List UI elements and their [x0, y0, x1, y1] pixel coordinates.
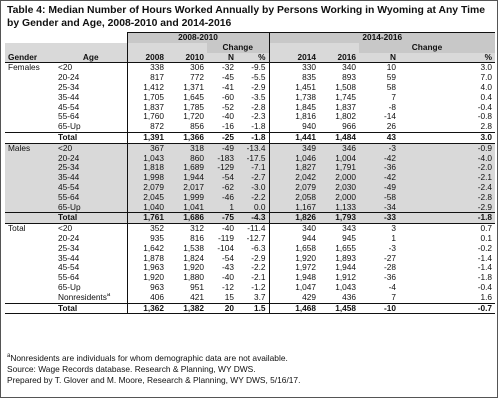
change-n-2014-2016: -14: [384, 112, 396, 122]
age-cell: Total: [55, 132, 127, 143]
change-pct-2014-2016: 7.0: [480, 73, 492, 83]
value-2010: 306: [190, 62, 204, 73]
footnote: $^a$Nonresidents are individuals for whom demographic data are not available.: [7, 353, 288, 363]
value-2008: 817: [127, 73, 167, 83]
value-2016: 2,000: [319, 193, 359, 203]
value-2016: 1,745: [335, 92, 356, 102]
total-row: [5, 132, 495, 143]
value-2014: 2,058: [269, 193, 319, 203]
age-cell: Total: [55, 213, 127, 224]
value-2010: 772: [190, 73, 204, 83]
value-2014: 1,658: [269, 244, 319, 254]
change-pct-2014-2016: 0.1: [480, 233, 492, 243]
value-2014: 1,046: [269, 154, 319, 164]
prepared-by-note: Prepared by T. Glover and M. Moore, Research & Planning, WY DWS, 5/16/17.: [7, 375, 301, 385]
value-2016: 1,508: [335, 82, 356, 92]
value-2010: 1,645: [183, 92, 204, 102]
value-2014: 1,441: [269, 132, 319, 143]
change-pct-2014-2016: -0.8: [477, 112, 492, 122]
change-n-header: N: [359, 53, 399, 63]
change-n-2008-2010: -43: [222, 263, 234, 273]
value-2016: 966: [342, 122, 356, 132]
age-cell: 45-54: [58, 263, 80, 273]
change-pct-2014-2016: -1.4: [477, 253, 492, 263]
value-2016: 1,043: [335, 282, 356, 292]
value-2010: 1,999: [167, 193, 207, 203]
change-n-2008-2010: -75: [207, 213, 237, 224]
change-pct-2014-2016: 3.0: [480, 62, 492, 73]
change-pct-2008-2010: -2.9: [251, 82, 266, 92]
change-n-2008-2010: -49: [207, 143, 237, 153]
change-n-2014-2016: -3: [359, 143, 399, 153]
change-pct-2008-2010: -2.7: [237, 173, 269, 183]
value-2014: 1,451: [269, 83, 319, 93]
change-n-2014-2016: -34: [359, 203, 399, 213]
change-n-2014-2016: -42: [359, 154, 399, 164]
age-cell: Total: [55, 303, 127, 314]
value-2008: 963: [127, 283, 167, 293]
change-pct-header: %: [237, 53, 269, 63]
change-pct-2008-2010: -5.5: [251, 73, 266, 83]
table-row: [5, 83, 495, 93]
value-2008: 1,705: [127, 93, 167, 103]
change-n-2008-2010: -12: [222, 282, 234, 292]
change-n-2014-2016: 1: [391, 233, 396, 243]
age-cell: 65-Up: [58, 282, 81, 292]
table-row: [5, 103, 495, 113]
change-n-header: N: [207, 53, 237, 63]
table-row: [5, 112, 495, 122]
gender-header: Gender: [5, 53, 55, 63]
value-2016: 340: [342, 62, 356, 73]
age-cell: 25-34: [58, 243, 80, 253]
table-row: [5, 143, 495, 153]
value-2016: 343: [342, 223, 356, 234]
change-n-2008-2010: -32: [222, 62, 234, 73]
change-pct-2008-2010: -9.5: [251, 62, 266, 73]
age-cell: 65-Up: [55, 203, 127, 213]
change-pct-2014-2016: -2.0: [399, 163, 495, 173]
change-n-2008-2010: -52: [222, 102, 234, 112]
change-label-1: Change: [207, 43, 269, 53]
age-cell: 25-34: [58, 82, 80, 92]
change-pct-2008-2010: 1.5: [237, 303, 269, 314]
change-n-2014-2016: -58: [359, 193, 399, 203]
change-pct-2014-2016: -2.9: [399, 203, 495, 213]
value-2014: 1,816: [269, 112, 319, 122]
change-n-2008-2010: -183: [207, 154, 237, 164]
value-2008: 2,045: [127, 193, 167, 203]
table-row: [5, 63, 495, 73]
change-n-2014-2016: -49: [359, 183, 399, 193]
value-2008: 1,761: [127, 213, 167, 224]
value-2008: 1,760: [127, 112, 167, 122]
change-pct-2014-2016: -0.9: [399, 143, 495, 153]
value-2010: 1,371: [183, 82, 204, 92]
change-n-2008-2010: 15: [224, 292, 234, 302]
change-n-2014-2016: -3: [388, 243, 396, 253]
value-2016: 1,791: [319, 163, 359, 173]
value-2016: 1,893: [335, 253, 356, 263]
value-2008: 367: [127, 143, 167, 153]
change-label-2: Change: [359, 43, 495, 53]
change-pct-2008-2010: -2.9: [251, 253, 266, 263]
value-2010: 1,880: [183, 273, 204, 283]
gender-label: Total: [8, 223, 26, 234]
value-2014: 349: [269, 143, 319, 153]
footnote-mark: a: [106, 292, 111, 298]
value-2008: 1,412: [127, 83, 167, 93]
value-2008: 1,642: [127, 244, 167, 254]
change-n-2014-2016: -36: [359, 163, 399, 173]
change-n-2014-2016: 7: [391, 92, 396, 102]
age-cell: 35-44: [55, 173, 127, 183]
period-header-row: [5, 33, 495, 43]
total-row: [5, 303, 495, 314]
change-pct-2014-2016: -1.4: [477, 263, 492, 273]
value-2008: 338: [127, 63, 167, 73]
change-pct-2008-2010: -7.1: [237, 163, 269, 173]
change-pct-2008-2010: -12.7: [246, 233, 266, 243]
value-2014: 1,047: [269, 283, 319, 293]
value-2016: 1,004: [319, 154, 359, 164]
change-n-2014-2016: 59: [386, 73, 396, 83]
value-2010: 1,686: [167, 213, 207, 224]
value-2016: 1,655: [335, 243, 356, 253]
change-n-2014-2016: 3: [391, 223, 396, 234]
change-pct-2014-2016: -2.4: [399, 183, 495, 193]
table-row: [5, 193, 495, 203]
value-2008: 2,079: [127, 183, 167, 193]
table-row: [5, 234, 495, 244]
value-2010: 1,538: [183, 243, 204, 253]
table-row: [5, 244, 495, 254]
change-pct-2008-2010: -2.2: [237, 193, 269, 203]
value-2010: 1,944: [167, 173, 207, 183]
change-pct-2014-2016: -0.4: [477, 282, 492, 292]
change-pct-2008-2010: 0.0: [237, 203, 269, 213]
value-2010: 318: [167, 143, 207, 153]
value-2008: 1,391: [127, 132, 167, 143]
change-pct-2014-2016: -1.8: [477, 273, 492, 283]
table-row: [5, 73, 495, 83]
table-row: [5, 254, 495, 264]
value-2010: 816: [190, 233, 204, 243]
value-2008: 1,920: [127, 273, 167, 283]
change-n-2008-2010: 20: [207, 303, 237, 314]
table-row: [5, 183, 495, 193]
value-2014: 1,920: [269, 254, 319, 264]
table-notes: [7, 353, 493, 386]
source-note: Source: Wage Records database. Research & Planning, WY DWS.: [7, 364, 256, 374]
change-n-2008-2010: -62: [207, 183, 237, 193]
change-pct-2008-2010: -11.4: [247, 223, 266, 234]
age-cell: 35-44: [58, 253, 80, 263]
age-header: Age: [55, 53, 127, 63]
age-cell: 45-54: [55, 183, 127, 193]
value-2008: 935: [127, 234, 167, 244]
table-row: [5, 163, 495, 173]
change-n-2014-2016: 43: [359, 132, 399, 143]
table-title: Table 4: Median Number of Hours Worked Annually by Persons Working in Wyoming at Any Time by Gender and Age, 2008-2010 and 2014-2016: [7, 5, 486, 29]
value-2008: 1,818: [127, 163, 167, 173]
value-2014: 1,845: [269, 103, 319, 113]
value-2010: 2,017: [167, 183, 207, 193]
footnote-mark: a: [7, 353, 11, 360]
value-2016: 1,944: [335, 263, 356, 273]
value-2010: 312: [190, 223, 204, 234]
change-pct-2014-2016: -0.4: [477, 102, 492, 112]
value-2014: 1,167: [269, 203, 319, 213]
change-pct-2008-2010: -1.2: [251, 282, 266, 292]
value-2014: 340: [269, 224, 319, 234]
change-n-2014-2016: -28: [384, 263, 396, 273]
change-n-2014-2016: -4: [388, 282, 396, 292]
change-n-2008-2010: -46: [207, 193, 237, 203]
value-2008: 1,837: [127, 103, 167, 113]
value-2016: 2,000: [319, 173, 359, 183]
value-2016: 1,837: [335, 102, 356, 112]
total-row: [5, 213, 495, 224]
change-pct-2014-2016: 3.0: [399, 132, 495, 143]
change-pct-2014-2016: 1.6: [480, 292, 492, 302]
change-n-2008-2010: -16: [222, 122, 234, 132]
table-row: [5, 154, 495, 164]
period-2014-2016: 2014-2016: [269, 33, 495, 43]
value-2010: 1,041: [167, 203, 207, 213]
value-2016: 1,133: [319, 203, 359, 213]
value-2016: 893: [342, 73, 356, 83]
value-2016: 436: [342, 292, 356, 302]
value-2016: 346: [319, 143, 359, 153]
value-2008: 872: [127, 122, 167, 132]
change-header-row: [5, 43, 495, 53]
value-2014: 2,079: [269, 183, 319, 193]
change-pct-2014-2016: -0.2: [477, 243, 492, 253]
table-row: [5, 283, 495, 293]
age-cell: 20-24: [55, 154, 127, 164]
change-n-2008-2010: -129: [207, 163, 237, 173]
value-2008: 1,040: [127, 203, 167, 213]
change-pct-2008-2010: -13.4: [237, 143, 269, 153]
change-n-2014-2016: -8: [388, 102, 396, 112]
change-pct-2008-2010: -3.5: [251, 92, 266, 102]
table-row: [5, 224, 495, 234]
value-2010: 421: [190, 292, 204, 302]
age-cell: Nonresidents$^a$: [58, 292, 111, 302]
change-pct-2008-2010: -2.2: [251, 263, 266, 273]
age-cell: 65-Up: [58, 122, 81, 132]
value-2016: 1,802: [335, 112, 356, 122]
change-n-2008-2010: -40: [222, 112, 234, 122]
value-2014: 1,468: [269, 303, 319, 314]
change-n-2014-2016: 58: [386, 82, 396, 92]
change-n-2008-2010: -54: [222, 253, 234, 263]
value-2016: 2,030: [319, 183, 359, 193]
change-pct-2014-2016: 2.8: [480, 122, 492, 132]
change-n-2008-2010: -40: [222, 223, 234, 234]
age-cell: <20: [58, 223, 73, 234]
change-pct-2008-2010: -17.5: [237, 154, 269, 164]
value-2010: 1,785: [183, 102, 204, 112]
value-2010: 1,920: [183, 263, 204, 273]
change-n-2008-2010: -40: [222, 273, 234, 283]
change-pct-2014-2016: -4.0: [399, 154, 495, 164]
age-cell: 45-54: [58, 102, 80, 112]
change-n-2008-2010: -41: [222, 82, 234, 92]
change-pct-2008-2010: -3.0: [237, 183, 269, 193]
age-cell: 35-44: [58, 92, 80, 102]
change-n-2014-2016: 26: [386, 122, 396, 132]
change-pct-2014-2016: -2.1: [399, 173, 495, 183]
table-row: [5, 93, 495, 103]
age-cell: 55-64: [58, 112, 80, 122]
value-2016: 1,793: [319, 213, 359, 224]
value-2014: 835: [269, 73, 319, 83]
value-2014: 940: [269, 122, 319, 132]
column-header-row: [5, 53, 495, 63]
value-2016: 1,912: [335, 273, 356, 283]
change-n-2008-2010: -119: [218, 233, 234, 243]
change-pct-2008-2010: -4.3: [237, 213, 269, 224]
age-cell: 55-64: [58, 273, 80, 283]
change-pct-2008-2010: -1.8: [237, 132, 269, 143]
change-n-2008-2010: -45: [222, 73, 234, 83]
change-n-2008-2010: -54: [207, 173, 237, 183]
change-pct-2014-2016: -0.7: [399, 303, 495, 314]
value-2010: 1,366: [167, 132, 207, 143]
age-cell: 20-24: [58, 73, 80, 83]
change-n-2014-2016: 10: [386, 62, 396, 73]
value-2010: 1,720: [183, 112, 204, 122]
table-row: [5, 273, 495, 283]
value-2010: 951: [190, 282, 204, 292]
change-pct-2014-2016: -1.8: [399, 213, 495, 224]
table-row: [5, 293, 495, 303]
change-pct-2008-2010: 3.7: [253, 292, 266, 302]
age-cell: <20: [58, 62, 73, 73]
value-2016: 945: [342, 233, 356, 243]
change-n-2014-2016: 7: [391, 292, 396, 302]
table-row: [5, 173, 495, 183]
table-row: [5, 203, 495, 213]
table-body: [5, 63, 495, 314]
change-pct-2014-2016: 0.4: [480, 92, 492, 102]
value-2014: 330: [269, 63, 319, 73]
gender-label: Females: [8, 62, 40, 73]
value-2008: 352: [127, 224, 167, 234]
value-2008: 406: [127, 293, 167, 303]
change-n-2014-2016: -27: [384, 253, 396, 263]
year-2014-header: 2014: [269, 53, 319, 63]
value-2014: 429: [269, 293, 319, 303]
change-pct-2014-2016: 4.0: [480, 82, 492, 92]
change-n-2014-2016: -10: [359, 303, 399, 314]
value-2010: 1,382: [167, 303, 207, 314]
change-pct-2008-2010: -6.3: [251, 243, 266, 253]
value-2014: 1,827: [269, 163, 319, 173]
change-n-2008-2010: -104: [217, 243, 234, 253]
year-2010-header: 2010: [167, 53, 207, 63]
value-2010: 860: [167, 154, 207, 164]
year-2016-header: 2016: [319, 53, 359, 63]
change-pct-2014-2016: 0.7: [480, 223, 492, 234]
table-row: [5, 263, 495, 273]
year-2008-header: 2008: [127, 53, 167, 63]
value-2008: 1,362: [127, 303, 167, 314]
value-2014: 1,972: [269, 263, 319, 273]
age-cell: 20-24: [58, 233, 80, 243]
age-cell: 55-64: [55, 193, 127, 203]
change-pct-2008-2010: -2.3: [251, 112, 266, 122]
value-2014: 2,042: [269, 173, 319, 183]
value-2016: 1,458: [319, 303, 359, 314]
change-n-2008-2010: -60: [222, 92, 234, 102]
value-2008: 1,043: [127, 154, 167, 164]
change-pct-header: %: [399, 53, 495, 63]
gender-label: Males: [5, 143, 55, 153]
change-n-2014-2016: -42: [359, 173, 399, 183]
value-2010: 1,824: [183, 253, 204, 263]
table-row: [5, 122, 495, 132]
value-2010: 1,689: [167, 163, 207, 173]
change-n-2014-2016: -33: [359, 213, 399, 224]
change-pct-2008-2010: -1.8: [251, 122, 266, 132]
value-2014: 1,826: [269, 213, 319, 224]
change-n-2008-2010: -25: [207, 132, 237, 143]
value-2008: 1,998: [127, 173, 167, 183]
period-2008-2010: 2008-2010: [127, 33, 269, 43]
hours-table: [5, 32, 495, 314]
change-n-2008-2010: 1: [207, 203, 237, 213]
age-cell: 25-34: [55, 163, 127, 173]
age-cell: <20: [55, 143, 127, 153]
value-2008: 1,878: [127, 254, 167, 264]
value-2014: 1,738: [269, 93, 319, 103]
change-n-2014-2016: -36: [384, 273, 396, 283]
change-pct-2014-2016: -2.8: [399, 193, 495, 203]
change-pct-2008-2010: -2.8: [251, 102, 266, 112]
value-2014: 1,948: [269, 273, 319, 283]
change-pct-2008-2010: -2.1: [251, 273, 266, 283]
value-2008: 1,963: [127, 263, 167, 273]
value-2010: 856: [190, 122, 204, 132]
value-2014: 944: [269, 234, 319, 244]
value-2016: 1,484: [319, 132, 359, 143]
